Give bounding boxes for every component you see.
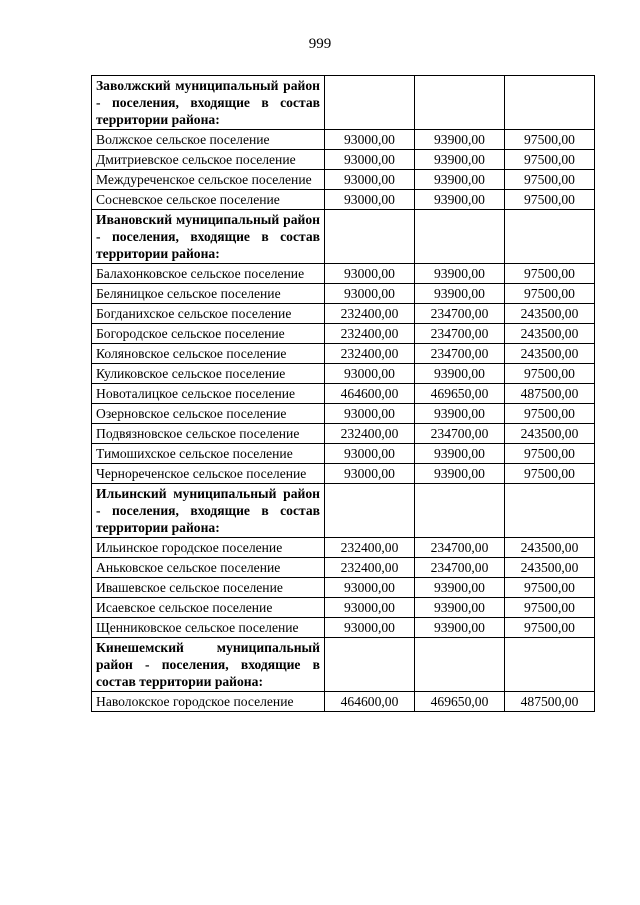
table-row xyxy=(92,344,595,364)
table-row xyxy=(92,304,595,324)
amount-cell-3: 97500,00 xyxy=(505,130,595,150)
amount-cell-1: 232400,00 xyxy=(325,344,415,364)
settlement-name-cell: Балахонковское сельское поселение xyxy=(92,264,325,284)
amount-cell-2: 93900,00 xyxy=(415,464,505,484)
amount-cell-2: 93900,00 xyxy=(415,598,505,618)
amount-cell-2: 234700,00 xyxy=(415,344,505,364)
amount-cell-3: 97500,00 xyxy=(505,284,595,304)
table-row xyxy=(92,130,595,150)
amount-cell-3: 97500,00 xyxy=(505,170,595,190)
amount-cell-1: 93000,00 xyxy=(325,170,415,190)
settlement-name-cell: Куликовское сельское поселение xyxy=(92,364,325,384)
amount-cell-3: 97500,00 xyxy=(505,598,595,618)
settlement-name-cell: Подвязновское сельское поселение xyxy=(92,424,325,444)
amount-cell-3: 97500,00 xyxy=(505,464,595,484)
amount-cell-1 xyxy=(325,484,415,538)
amount-cell-3 xyxy=(505,484,595,538)
amount-cell-1: 93000,00 xyxy=(325,598,415,618)
table-row xyxy=(92,538,595,558)
table-row xyxy=(92,444,595,464)
amount-cell-2: 93900,00 xyxy=(415,444,505,464)
amount-cell-2: 93900,00 xyxy=(415,190,505,210)
amount-cell-3: 243500,00 xyxy=(505,304,595,324)
amount-cell-2: 93900,00 xyxy=(415,130,505,150)
table-row xyxy=(92,364,595,384)
page-number: 999 xyxy=(308,36,332,52)
settlement-name-cell: Богородское сельское поселение xyxy=(92,324,325,344)
settlement-name-cell: Тимошихское сельское поселение xyxy=(92,444,325,464)
amount-cell-1: 93000,00 xyxy=(325,150,415,170)
amount-cell-2 xyxy=(415,638,505,692)
amount-cell-2: 93900,00 xyxy=(415,284,505,304)
table-row xyxy=(92,618,595,638)
amount-cell-3 xyxy=(505,638,595,692)
settlement-name-cell: Наволокское городское поселение xyxy=(92,692,325,712)
amount-cell-1: 464600,00 xyxy=(325,384,415,404)
settlement-name-cell: Междуреченское сельское поселение xyxy=(92,170,325,190)
settlement-name-cell: Сосневское сельское поселение xyxy=(92,190,325,210)
amount-cell-3: 97500,00 xyxy=(505,364,595,384)
settlement-name-cell: Дмитриевское сельское поселение xyxy=(92,150,325,170)
amount-cell-3: 243500,00 xyxy=(505,424,595,444)
amount-cell-2: 93900,00 xyxy=(415,170,505,190)
amount-cell-1: 232400,00 xyxy=(325,304,415,324)
table-row xyxy=(92,284,595,304)
amount-cell-2 xyxy=(415,76,505,130)
amount-cell-3 xyxy=(505,76,595,130)
settlement-name-cell: Исаевское сельское поселение xyxy=(92,598,325,618)
settlement-name-cell: Щенниковское сельское поселение xyxy=(92,618,325,638)
amount-cell-3: 97500,00 xyxy=(505,190,595,210)
amount-cell-1: 93000,00 xyxy=(325,404,415,424)
amount-cell-2: 93900,00 xyxy=(415,264,505,284)
amount-cell-1: 93000,00 xyxy=(325,190,415,210)
allocation-table xyxy=(91,75,595,712)
district-header-row xyxy=(92,638,595,692)
table-row xyxy=(92,692,595,712)
amount-cell-2: 234700,00 xyxy=(415,538,505,558)
amount-cell-3: 97500,00 xyxy=(505,404,595,424)
amount-cell-3: 243500,00 xyxy=(505,324,595,344)
amount-cell-1: 93000,00 xyxy=(325,578,415,598)
amount-cell-1: 232400,00 xyxy=(325,324,415,344)
table-row xyxy=(92,170,595,190)
amount-cell-3: 97500,00 xyxy=(505,578,595,598)
settlement-name-cell: Ильинское городское поселение xyxy=(92,538,325,558)
table-row xyxy=(92,404,595,424)
amount-cell-3: 243500,00 xyxy=(505,538,595,558)
amount-cell-2: 93900,00 xyxy=(415,578,505,598)
amount-cell-1 xyxy=(325,76,415,130)
settlement-name-cell: Ивашевское сельское поселение xyxy=(92,578,325,598)
amount-cell-2: 234700,00 xyxy=(415,424,505,444)
amount-cell-1: 93000,00 xyxy=(325,464,415,484)
amount-cell-1: 93000,00 xyxy=(325,264,415,284)
amount-cell-2: 93900,00 xyxy=(415,618,505,638)
amount-cell-2: 469650,00 xyxy=(415,384,505,404)
amount-cell-3 xyxy=(505,210,595,264)
amount-cell-2: 93900,00 xyxy=(415,364,505,384)
settlement-name-cell: Волжское сельское поселение xyxy=(92,130,325,150)
amount-cell-2: 93900,00 xyxy=(415,150,505,170)
amount-cell-2: 234700,00 xyxy=(415,558,505,578)
table-row xyxy=(92,384,595,404)
amount-cell-3: 243500,00 xyxy=(505,558,595,578)
table-row xyxy=(92,464,595,484)
amount-cell-3: 487500,00 xyxy=(505,384,595,404)
amount-cell-3: 97500,00 xyxy=(505,618,595,638)
amount-cell-1: 93000,00 xyxy=(325,618,415,638)
amount-cell-2: 234700,00 xyxy=(415,324,505,344)
amount-cell-1 xyxy=(325,210,415,264)
amount-cell-2 xyxy=(415,484,505,538)
district-header-row xyxy=(92,76,595,130)
district-name-cell: Заволжский муниципальный район - поселения, входящие в состав территории района: xyxy=(92,76,325,130)
amount-cell-1: 93000,00 xyxy=(325,130,415,150)
amount-cell-2 xyxy=(415,210,505,264)
settlement-name-cell: Чернореченское сельское поселение xyxy=(92,464,325,484)
table-row xyxy=(92,264,595,284)
amount-cell-2: 469650,00 xyxy=(415,692,505,712)
amount-cell-3: 487500,00 xyxy=(505,692,595,712)
amount-cell-3: 97500,00 xyxy=(505,444,595,464)
amount-cell-3: 97500,00 xyxy=(505,264,595,284)
district-name-cell: Кинешемский муниципальный район - поселения, входящие в состав территории района: xyxy=(92,638,325,692)
amount-cell-1: 232400,00 xyxy=(325,538,415,558)
district-name-cell: Ивановский муниципальный район - поселения, входящие в состав территории района: xyxy=(92,210,325,264)
table-row xyxy=(92,578,595,598)
table-body xyxy=(92,76,595,712)
settlement-name-cell: Коляновское сельское поселение xyxy=(92,344,325,364)
amount-cell-3: 97500,00 xyxy=(505,150,595,170)
settlement-name-cell: Озерновское сельское поселение xyxy=(92,404,325,424)
amount-cell-1: 232400,00 xyxy=(325,424,415,444)
district-header-row xyxy=(92,210,595,264)
settlement-name-cell: Аньковское сельское поселение xyxy=(92,558,325,578)
amount-cell-1: 232400,00 xyxy=(325,558,415,578)
table-row xyxy=(92,598,595,618)
amount-cell-2: 93900,00 xyxy=(415,404,505,424)
amount-cell-2: 234700,00 xyxy=(415,304,505,324)
amount-cell-1: 464600,00 xyxy=(325,692,415,712)
table-row xyxy=(92,558,595,578)
table-row xyxy=(92,150,595,170)
amount-cell-3: 243500,00 xyxy=(505,344,595,364)
amount-cell-1: 93000,00 xyxy=(325,444,415,464)
settlement-name-cell: Богданихское сельское поселение xyxy=(92,304,325,324)
table-row xyxy=(92,190,595,210)
settlement-name-cell: Беляницкое сельское поселение xyxy=(92,284,325,304)
amount-cell-1 xyxy=(325,638,415,692)
settlement-name-cell: Новоталицкое сельское поселение xyxy=(92,384,325,404)
district-name-cell: Ильинский муниципальный район - поселения, входящие в состав территории района: xyxy=(92,484,325,538)
amount-cell-1: 93000,00 xyxy=(325,284,415,304)
district-header-row xyxy=(92,484,595,538)
amount-cell-1: 93000,00 xyxy=(325,364,415,384)
table-row xyxy=(92,324,595,344)
table-row xyxy=(92,424,595,444)
